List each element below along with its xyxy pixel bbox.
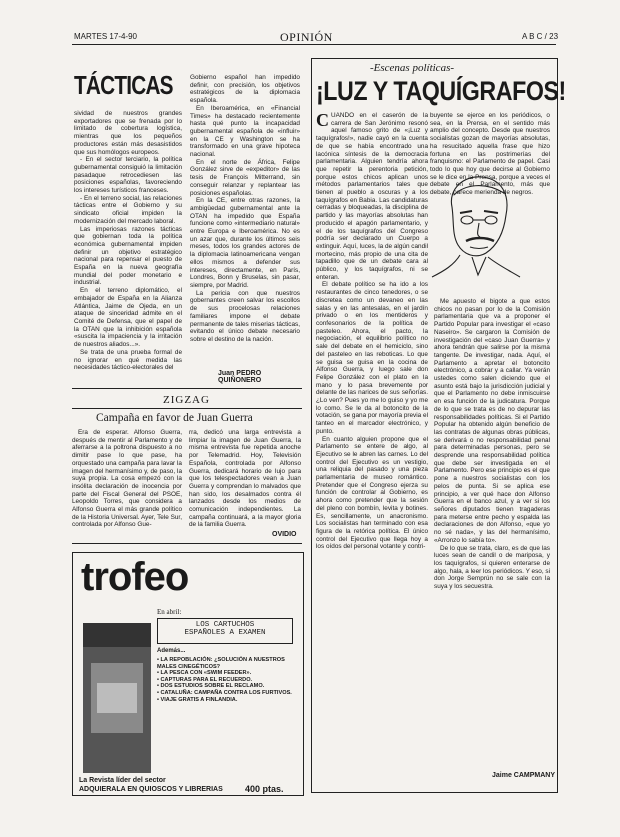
trofeo-item: • LA PESCA CON «SWIM FEEDER». <box>157 670 297 677</box>
trofeo-list <box>157 657 297 703</box>
luz-title: ¡LUZ Y TAQUÍGRAFOS! <box>316 76 566 106</box>
trofeo-kiosks: ADQUIERALA EN QUIOSCOS Y LIBRERIAS <box>79 786 223 793</box>
tacticas-col2-p3: En el norte de África, Felipe González sirve de «expeditor» de las tesis de François Mitterrand, sin conseguir relanzar y replantear las posiciones españolas. <box>190 158 300 197</box>
tacticas-col1-p3: - En el terreno social, las relaciones tácticas entre el Gobierno y su sindicato oficial impiden la modernización del mercado laboral. <box>74 194 182 225</box>
trofeo-item: • DOS ESTUDIOS SOBRE EL RECLAMO. <box>157 683 297 690</box>
luz-kicker: -Escenas políticas- <box>370 62 455 74</box>
luz-col2 <box>434 298 550 591</box>
tacticas-col2 <box>190 74 300 344</box>
tacticas-col2-p5: La pericia con que nuestros gobernantes creen salvar los escollos de sus procelosas relaciones familiares impone el debate permanente de tales miserias tácticas, evitando el único debate necesario sobre el destino de la nación. <box>190 289 300 343</box>
tacticas-col2-p4: En la CE, entre otras razones, la ambigüedad gubernamental ante la OTAN ha impedido que España funcione como «intermediario natural» entre Europa e Iberoamérica. No es un azar que, durante los últimos seis meses, todos los grandes actores de la diplomacia latinoamericana vengan ellos mismos a defender sus intereses, directamente, en París, Londres, Bonn y Bruselas, sin pasar, siempre, por Madrid. <box>190 197 300 289</box>
header-section: OPINIÓN <box>280 30 333 44</box>
header-date: MARTES 17-4-90 <box>74 32 137 41</box>
tacticas-col1-p6: Se trata de una prueba formal de no ignorar en qué medida las necesidades táctico-electorales del <box>74 348 182 372</box>
trofeo-ademas: Además... <box>157 648 186 654</box>
trofeo-tagline: La Revista líder del sector <box>79 777 166 784</box>
header-page: A B C / 23 <box>522 32 559 41</box>
trofeo-ad <box>72 552 304 796</box>
luz-col1-p3: En cuanto alguien propone que el Parlamento se entere de algo, al Ejecutivo se le abren las carnes. Lo del control del Ejecutivo es un vestigio, una reliquia del pasado y una pieza parlamentaria de museo romántico. Pretender que el Congreso ejerza su función de controlar al Gobierno, es ahora como pretender que la sesión del pleno con bombín, levita y botines. Es, sencillamente, un anacronismo. Los socialistas han terminado con esa figura de la retórica política. El único control del Ejecutivo que llega hoy a los oídos del personal votante y contri- <box>316 435 428 551</box>
zigzag-col2-text: rra, dedicó una larga entrevista a limpiar la imagen de Juan Guerra, la misma entrevista fue repetida anoche por Telemadrid. Hoy, Televisión Española, controlada por Alfonso Guerra, dedicará horario de lujo para que los telespectadores vean a Juan Guerra y comprendan lo malvados que han sido, los desalmados contra él lanzados desde los medios de comunicación independientes. La campaña continuará, a la mayor gloria de la familia Guerra. <box>189 429 301 529</box>
zigzag-rule-bottom <box>72 543 302 544</box>
tacticas-col2-p1: Gobierno español han impedido definir, con precisión, los objetivos estratégicos de la diplomacia española. <box>190 74 300 105</box>
luz-dropcap: C <box>316 110 329 130</box>
tacticas-col2-p2: En Iberoamérica, en «Financial Times» ha destacado recientemente hasta qué punto la incapacidad gubernamental española de «influir» en la CE y Washington se ha transformado en una grave hipoteca nacional. <box>190 104 300 159</box>
tacticas-col1 <box>74 110 182 372</box>
luz-col2-p1: Me apuesto el bigote a que estos chicos no pasan por lo de la Comisión parlamentaria que va a proponer el Partido Popular para investigar el «caso Naseiro». Se cargaron la Comisión de investigación del «caso Juan Guerra» y ahora tendrán que salirse por la misma tangente. De investigar, nada. Aquí, el Parlamento a apretar el botoncito electrónico, a cobrar y a callar. Ya verán ustedes como salen diciendo que el asunto está bajo la jurisdicción judicial y que el Parlamento no debe inmiscuirse en esa función de la judicatura. Porque de lo que se trata es de no depurar las responsabilidades políticas. Si el Partido Popular ha obtenido algún beneficio de las contratas de algunas obras públicas, se derivará o no responsabilidad penal para determinadas personas, pero se desprende una responsabilidad política que debe ser investigada en el Parlamento. Pero ese principio es el que pone a nuestros socialistas con los pelos de punta. Si se aplica ese principio, a ver qué hace don Alfonso Guerra en el banco azul, y a ver si los señores diputados tienen tragaderas para meterse entre pecho y espalda las declaraciones de don Alfonso, «que yo no sé nada», y las del hermanísimo, «Arronzo lo sabía to». <box>434 298 550 544</box>
tacticas-box <box>72 62 302 388</box>
trofeo-cartuchos-line1: LOS CARTUCHOS <box>195 621 255 629</box>
tacticas-bottom-rule <box>72 388 302 389</box>
tacticas-col1-p2: - En el sector terciario, la política gubernamental consiguió la limitación pasadaque retrocediesen las posiciones españolas, favoreciendo los intereses turísticos franceses. <box>74 156 182 195</box>
trofeo-item: • CATALUÑA: CAMPAÑA CONTRA LOS FURTIVOS. <box>157 690 297 697</box>
trofeo-cartuchos-box <box>157 618 293 644</box>
tacticas-col1-p4: Las imperiosas razones tácticas que gobiernan toda la política económica gubernamental impiden definir un objetivo estratégico nacional para repensar el puesto de España en la nueva geografía mundial del poder monetario e industrial. <box>74 225 182 287</box>
luz-signature: Jaime CAMPMANY <box>492 772 556 779</box>
zigzag-headline: Campaña en favor de Juan Guerra <box>96 412 253 424</box>
tacticas-signature: Juan PEDRO QUIÑONERO <box>218 370 262 384</box>
trofeo-cartuchos-line2: ESPAÑOLES A EXAMEN <box>184 629 266 637</box>
zigzag-label: ZIGZAG <box>163 394 210 406</box>
luz-col2-top-text: buyente se ejerce en los periódicos, o sea, en la Prensa, en el sentido más amplio del concepto. Desde que nuestros socialistas gozan de mayorías absolutas, ha resucitado aquella frase que hizo fortuna en las postrimerías del franquismo: el Parlamento de papel. Casi todo lo que hoy que decirse al Gobierno se le dice en la Prensa, porque a veces el debate en el Parlamento, más que debate, parece merienda de negros. <box>430 112 550 197</box>
zigzag-signature: OVIDIO <box>272 531 297 538</box>
zigzag-col1 <box>72 429 182 529</box>
luz-col1-p2: El debate político se ha ido a los restaurantes de cinco tenedores, o se discretea como un devaneo en las salas y en las antesalas, en el jardín privado o en los mentideros y confesonarios de la política de pasteleo. Ahora, el pacto, la negociación, el equilibrio político no sale del debate en el hemiciclo, sino del pasteleo en las reboticas. Lo que se guisa se guisa en la cocina de Alfonso Guerra, y luego sale don Felipe González con el plato en la mano y lo pasa brevemente por delante de las narices de sus señorías. ¿Lo ven? Pues yo me lo guiso y yo me lo como. Se le da al botoncito de la votación, se gana por mayoría previa el tanteo en el marcador electrónico, y punto. <box>316 281 428 435</box>
luz-col1 <box>316 112 428 551</box>
luz-col2-p2: De lo que se trata, claro, es de que las luces sean de candil o de mariposa, y los taquígrafos, si quieren enterarse de algo, hala, a leer los periódicos. Y eso, si don Jorge Semprún no se sale con la suya y los secuestra. <box>434 544 550 591</box>
zigzag-col2 <box>189 429 301 529</box>
tacticas-col1-p1: sividad de nuestros grandes exportadores que se frenada por lo limitado de cobertura logística, mientras que los pequeños productores están más desasistidos que sus homólogos europeos. <box>74 110 182 156</box>
zigzag-col1-text: Era de esperar. Alfonso Guerra, después de mentir al Parlamento y de aferrarse a la poltrona dispuesto a no dimitir pase lo que pase, ha orquestado una campaña para lavar la imagen del hermanísimo y, de paso, la suya propia. La cosa empezó con la insólita declaración de inocencia por parte del Fiscal General del PSOE, Leopoldo Torres, que considera a Alfonso Guerra el más grande político de la Historia Universal. Ayer, Tele Sur, controlada por Alfonso Gue- <box>72 429 182 529</box>
magazine-cover-image <box>83 623 151 773</box>
trofeo-brand: trofeo <box>81 555 189 599</box>
trofeo-item: • LA REPOBLACIÓN: ¿SOLUCIÓN A NUESTROS MALES CINEGÉTICOS? <box>157 657 297 670</box>
tacticas-col1-p5: En el terreno diplomático, el embajador de España en la Alianza Atlántica, Jaime de Ojeda, en un ataque de sinceridad admite en el Comité de Defensa, que el papel de la OTAN que la inhibición española «suscita la impaciencia y la irritación de nuestros aliados...». <box>74 287 182 349</box>
luz-col1-lead <box>316 112 428 281</box>
trofeo-item: • CAPTURAS PARA EL RECUERDO. <box>157 677 297 684</box>
header-rule <box>72 44 556 45</box>
trofeo-price: 400 ptas. <box>245 784 284 794</box>
trofeo-item: • VIAJE GRATIS A FINLANDIA. <box>157 697 297 704</box>
tacticas-title: TÁCTICAS <box>74 70 173 100</box>
luz-col1-lead-text: UANDO en el caserón de la carrera de San Jerónimo resonó aquel famoso grito de «¡Luz y taquígrafos!», nadie cayó en la cuenta de que se había encontrado una lacónica síntesis de la democracia parlamentaria. Alguien tendría ahora que repetir la perentoria petición, porque estos chicos aplican unos métodos parlamentarios tales que tienen al pueblo a oscuras y a los taquígrafos en Babia. Las candidaturas cerradas y bloqueadas, la disciplina de partido y las mayorías absolutas han producido el apagón parlamentario, y el de los taquígrafos del Congreso podría ser declarado un Cuerpo a extinguir. Aquí, luces, la de algún candil mortecino, más propio de una cita de tapadillo que de un debate cara al público, y los taquígrafos, ni se enteran. <box>316 112 428 281</box>
trofeo-en-abril: En abril: <box>157 608 182 616</box>
luz-col2-top <box>430 112 550 197</box>
zigzag-rule-top <box>72 408 302 409</box>
